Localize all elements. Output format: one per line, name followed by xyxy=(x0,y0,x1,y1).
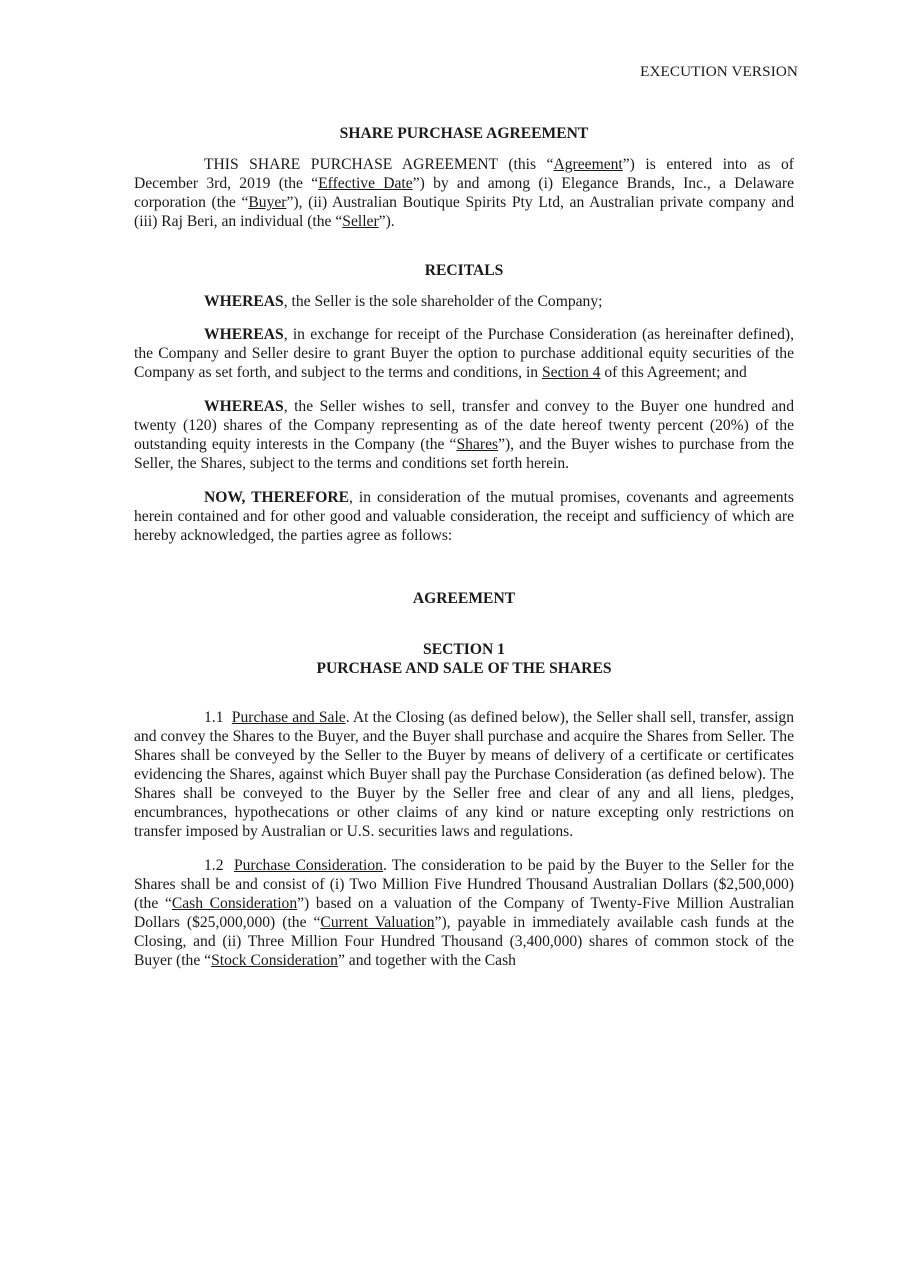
defined-term-seller: Seller xyxy=(342,213,379,230)
defined-term-buyer: Buyer xyxy=(248,194,287,211)
section-1-1-number: 1.1 xyxy=(204,709,224,726)
section-1-1-text: . At the Closing (as defined below), the Seller shall sell, transfer, assign and convey the Shares to the Buyer, and the Buyer shall purchase and acquire the Shares from Seller. The Shares shall be conveyed by the Seller to the Buyer by means of delivery of a certificate or certificates evidencing the Shares, against which Buyer shall pay the Purchase Consideration (as defined below). The Shares shall be conveyed to the Buyer by the Seller free and clear of any and all liens, pledges, encumbrances, hypothecations or other claims of any kind or nature excepting only restrictions on transfer imposed by Australian or U.S. securities laws and regulations. xyxy=(134,709,795,840)
recital-3-text-b: ”), and the Buyer wishes to purchase from the Seller, the Shares, subject to the terms and conditions set forth herein. xyxy=(134,436,795,472)
intro-text-4: ”), (ii) Australian Boutique Spirits Pty Ltd, an Australian private company and (iii) Raj Beri, an individual (the “ xyxy=(134,194,794,230)
agreement-heading: AGREEMENT xyxy=(412,590,516,607)
section-1-2-number: 1.2 xyxy=(204,857,224,874)
recital-3-text-a: , the Seller wishes to sell, transfer and convey to the Buyer one hundred and twenty (120) shares of the Company representing as of the date hereof twenty percent (20%) of the outstanding equity interests in the Company (the “ xyxy=(134,398,794,453)
section-1-1-title: Purchase and Sale xyxy=(231,709,346,726)
recital-3-lead: WHEREAS xyxy=(204,398,284,415)
execution-version-label: EXECUTION VERSION xyxy=(640,63,798,80)
recital-2 xyxy=(134,325,794,382)
section-1-subheading: PURCHASE AND SALE OF THE SHARES xyxy=(316,660,612,677)
intro-text-2: ”) is entered into as of December 3rd, 2019 (the “ xyxy=(134,156,794,192)
intro-paragraph xyxy=(134,155,794,231)
recital-2-text-a: , in exchange for receipt of the Purchase Consideration (as hereinafter defined), the Company and Seller desire to grant Buyer the option to purchase additional equity securities of the Company as set forth, and subject to the terms and conditions, in xyxy=(134,326,794,381)
recital-2-lead: WHEREAS xyxy=(204,326,284,343)
section-1-2-text-a: . The consideration to be paid by the Buyer to the Seller for the Shares shall be and consist of (i) Two Million Five Hundred Thousand Australian Dollars ($2,500,000) (the “ xyxy=(134,857,795,912)
defined-term-cash-consideration: Cash Consideration xyxy=(171,895,298,912)
defined-term-effective-date: Effective Date xyxy=(318,175,413,192)
intro-text-5: ”). xyxy=(378,213,395,230)
section-1-1-paragraph xyxy=(134,708,794,841)
section-1-heading: SECTION 1 xyxy=(423,641,505,658)
recital-1 xyxy=(134,292,794,311)
defined-term-current-valuation: Current Valuation xyxy=(320,914,435,931)
now-therefore-paragraph xyxy=(134,488,794,545)
defined-term-shares: Shares xyxy=(456,436,499,453)
defined-term-stock-consideration: Stock Consideration xyxy=(211,952,338,969)
recital-3 xyxy=(134,397,794,473)
section-1-2-text-d: ” and together with the Cash xyxy=(337,952,516,969)
intro-text-1: THIS SHARE PURCHASE AGREEMENT (this “ xyxy=(204,156,554,173)
now-therefore-text: , in consideration of the mutual promises, covenants and agreements herein contained and for other good and valuable consideration, the receipt and sufficiency of which are hereby acknowledged, the parties agree as follows: xyxy=(134,489,794,544)
section-1-2-title: Purchase Consideration xyxy=(233,857,383,874)
recitals-heading: RECITALS xyxy=(424,262,504,279)
document-title: SHARE PURCHASE AGREEMENT xyxy=(339,125,589,142)
defined-term-agreement: Agreement xyxy=(553,156,623,173)
now-therefore-lead: NOW, THEREFORE xyxy=(204,489,350,506)
section-1-2-text-b: ”) based on a valuation of the Company of Twenty-Five Million Australian Dollars ($25,000,000) (the “ xyxy=(134,895,794,931)
section-4-reference: Section 4 xyxy=(541,364,601,381)
recital-2-text-b: of this Agreement; and xyxy=(600,364,747,381)
intro-text-3: ”) by and among (i) Elegance Brands, Inc., a Delaware corporation (the “ xyxy=(134,175,794,211)
document-body xyxy=(134,124,794,970)
recital-1-text: , the Seller is the sole shareholder of the Company; xyxy=(283,293,603,310)
section-1-2-text-c: ”), payable in immediately available cash funds at the Closing, and (ii) Three Million Four Hundred Thousand (3,400,000) shares of common stock of the Buyer (the “ xyxy=(134,914,795,969)
recital-1-lead: WHEREAS xyxy=(204,293,284,310)
section-1-2-paragraph xyxy=(134,856,794,970)
